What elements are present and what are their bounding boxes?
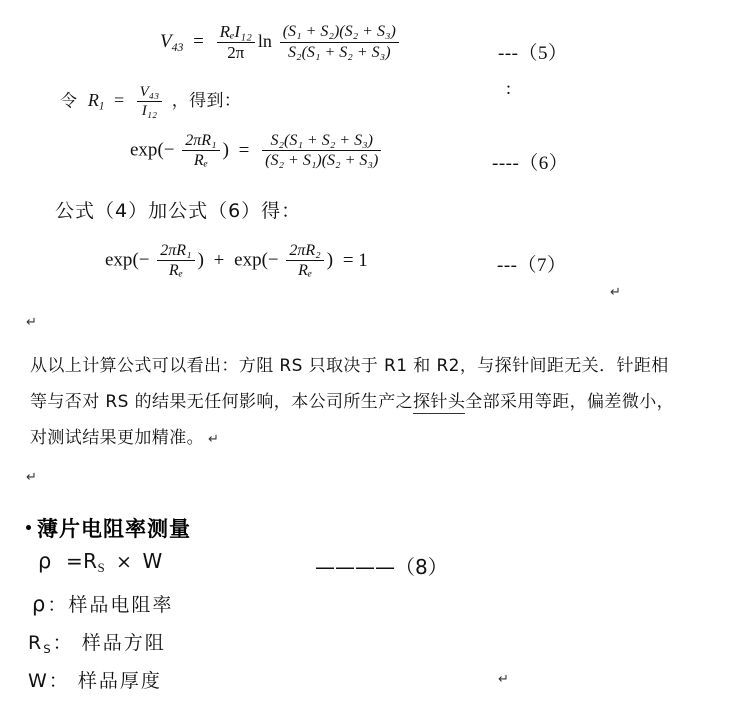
equation-5-tag: ---（5） xyxy=(498,43,568,64)
equation-5-equals: = xyxy=(193,30,204,52)
equation-6-exponent: $\frac{\text{2πR₁}}{\text{Rₑ}}$ xyxy=(182,132,219,171)
equation-8 xyxy=(38,549,163,576)
definition-w xyxy=(28,666,162,693)
equation-8-times: × xyxy=(115,551,133,573)
let-suffix: ，得到： xyxy=(171,91,242,112)
paragraph-line3-text: 对测试结果更加精准。 xyxy=(30,428,204,448)
pilcrow-mark-5: ↵ xyxy=(498,672,509,687)
equation-6-tag: ----（6） xyxy=(492,153,569,174)
equation-7-exponent-1: $\frac{\text{2πR₁}}{\text{Rₑ}}$ xyxy=(157,242,194,281)
definition-rs-text: ： 样品方阻 xyxy=(52,632,166,654)
let-fraction: $\frac{\text{V₄₃}}{\text{I₁₂}}$ xyxy=(137,84,163,120)
pilcrow-mark-2: ↵ xyxy=(26,315,37,330)
equation-7: exp(− $\frac{\text{2πR₁}}{\text{Rₑ}}$ ) + exp(− $\frac{\text{2πR₂}}{\text{Rₑ}}$ ) = 1 xyxy=(105,242,368,280)
paragraph-line2-b: 全部采用等距，偏差微小， xyxy=(465,392,675,412)
colon-mark: : xyxy=(506,78,512,98)
definition-w-symbol: W xyxy=(28,670,49,692)
definition-rho-symbol: ρ xyxy=(32,592,48,616)
body-paragraph-line-3 xyxy=(30,420,702,458)
equation-7-minus-1: − xyxy=(138,249,150,271)
section-heading xyxy=(26,513,191,543)
equation-5-log-fraction: $\frac{\text{(S₁ + S₂)(S₂ + S₃)}}{\text{S₂(S₁ + S₂ + S₃)}}$ xyxy=(280,23,399,62)
equation-6-equals: = xyxy=(238,139,250,161)
equation-5-lhs: $V_{43}$ xyxy=(160,30,184,54)
equation-8-rho: ρ xyxy=(38,549,52,573)
let-equals: = xyxy=(113,90,125,111)
let-prefix: 令 xyxy=(60,91,78,112)
definition-rho-text: ：样品电阻率 xyxy=(47,594,174,616)
equation-7-tag: ---（7） xyxy=(497,255,567,276)
equation-8-equals: =R xyxy=(65,549,98,573)
equation-7-equals: = 1 xyxy=(342,249,368,271)
paragraph-underlined-term: 探针头 xyxy=(413,392,466,412)
equation-6-rhs-fraction: $\frac{\text{S₂(S₁ + S₂ + S₃)}}{\text{(S₂ + S₁)(S₂ + S₃)}}$ xyxy=(262,132,381,171)
body-paragraph-line-1: 从以上计算公式可以看出：方阻 RS 只取决于 R1 和 R2，与探针间距无关．针距相 xyxy=(30,356,669,376)
equation-7-plus: + xyxy=(213,249,225,271)
equation-6: exp(− $\frac{\text{2πR₁}}{\text{Rₑ}}$ ) = $\frac{\text{S₂(S₁ + S₂ + S₃)}}{\text{(S₂ + S₁)(S₂ + S₃)}}$ xyxy=(130,132,384,171)
definition-rs xyxy=(28,628,166,656)
equation-7-exponent-2: $\frac{\text{2πR₂}}{\text{Rₑ}}$ xyxy=(286,242,323,281)
section-heading-label: 薄片电阻率测量 xyxy=(37,517,191,541)
body-paragraph-line-2 xyxy=(30,384,702,420)
equation-8-w: W xyxy=(142,549,163,573)
definition-rho xyxy=(32,590,173,617)
bullet-dot-icon xyxy=(26,525,31,530)
equation-8-subscript: S xyxy=(97,560,106,576)
equation-5 xyxy=(160,22,402,63)
equation-5-coefficient: $\frac{\text{RₑI₁₂}}{2\pi}$ xyxy=(217,22,255,63)
let-symbol: $R_1$ xyxy=(87,90,105,113)
equation-5-ln: ln xyxy=(257,30,272,51)
formula-combination-note: 公式（4）加公式（6）得： xyxy=(55,200,302,222)
let-definition-line xyxy=(60,84,241,120)
definition-rs-symbol: R xyxy=(28,632,44,654)
equation-7-exp-1: exp xyxy=(105,249,133,271)
equation-7-minus-2: − xyxy=(267,249,279,271)
pilcrow-mark-4: ↵ xyxy=(26,470,37,485)
equation-6-exp: exp xyxy=(130,139,158,161)
pilcrow-mark-1: ↵ xyxy=(610,285,621,300)
definition-w-text: ： 样品厚度 xyxy=(48,670,162,692)
pilcrow-mark-3: ↵ xyxy=(208,432,220,447)
definition-rs-subscript: S xyxy=(43,641,53,656)
paragraph-line2-a: 等与否对 RS 的结果无任何影响，本公司所生产之 xyxy=(30,392,414,412)
equation-7-exp-2: exp xyxy=(234,249,262,271)
equation-8-tag: ————（8） xyxy=(315,555,448,579)
equation-6-minus: − xyxy=(163,139,175,161)
